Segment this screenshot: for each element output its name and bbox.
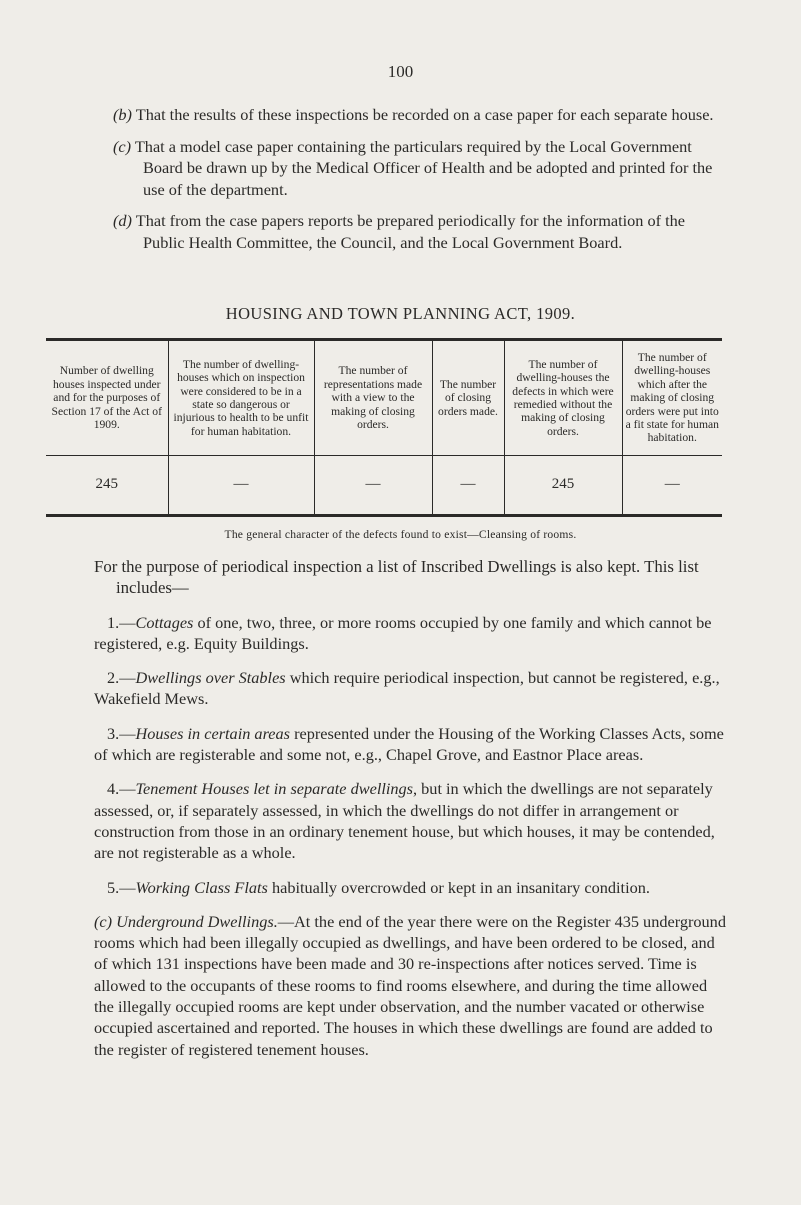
table-cell: — (622, 455, 722, 515)
resolution-marker: (b) (113, 105, 132, 124)
table-header-cell: The number of closing orders made. (432, 340, 504, 456)
paragraph-title: Underground Dwellings. (116, 911, 278, 931)
resolution-list (110, 104, 725, 263)
resolution-item (110, 210, 725, 253)
paragraph-marker: (c) (94, 911, 113, 931)
list-item (94, 612, 726, 655)
item-number: 1.— (107, 612, 136, 632)
list-item (94, 723, 726, 766)
item-number: 2.— (107, 668, 136, 688)
resolution-item (110, 136, 725, 201)
item-title: Tenement Houses let in separate dwellings (135, 779, 414, 799)
item-text: which require periodical inspection, but cannot be registered, e.g., Wakefield Mews. (94, 668, 720, 709)
table-cell: — (314, 455, 432, 515)
item-title: Cottages (135, 612, 194, 632)
table-header-cell: Number of dwelling houses inspected under and for the purposes of Section 17 of the Act of 1909. (46, 340, 168, 456)
intro-paragraph: For the purpose of periodical inspection a list of Inscribed Dwellings is also kept. This list includes— (94, 557, 699, 598)
table-header-cell: The number of dwelling-houses the defects in which were remedied without the making of closing orders. (504, 340, 622, 456)
item-number: 5.— (107, 877, 136, 897)
table-caption: The general character of the defects found to exist—Cleansing of rooms. (224, 528, 577, 541)
table-row (46, 455, 722, 515)
list-item (94, 667, 726, 710)
item-title: Working Class Flats (135, 877, 268, 897)
list-item (94, 778, 726, 863)
resolution-item (110, 104, 725, 126)
item-text: represented under the Housing of the Working Classes Acts, some of which are registerable and some not, e.g., Chapel Grove, and Eastnor Place areas. (94, 723, 724, 765)
item-number: 4.— (107, 779, 136, 799)
table-cell: 245 (95, 476, 118, 493)
section-heading: HOUSING AND TOWN PLANNING ACT, 1909. (225, 304, 576, 323)
table-header-cell: The number of representations made with a view to the making of closing orders. (314, 340, 432, 456)
resolution-marker: (d) (113, 211, 132, 230)
resolution-text: That the results of these inspections be recorded on a case paper for each separate house. (135, 105, 714, 124)
item-text: of one, two, three, or more rooms occupied by one family and which cannot be registered, e.g. Equity Buildings. (94, 612, 712, 653)
body-text (94, 556, 726, 1073)
table-cell: — (168, 455, 314, 515)
paragraph-text: —At the end of the year there were on the Register 435 underground rooms which had been illegally occupied as dwellings, and have been ordered to be closed, and of which 131 inspections have been made and 30 re-inspections after notices served. Time is allowed to the occupants of these rooms to find rooms elsewhere, and during the time allowed the illegally occupied rooms are kept under observation, and the number vacated or otherwise occupied ascertained and reported. The houses in which these dwellings are found are added to the register of registered tenement houses. (94, 911, 726, 1059)
table-cell: — (432, 455, 504, 515)
underground-paragraph (94, 911, 726, 1060)
item-title: Houses in certain areas (135, 723, 291, 743)
item-text: habitually overcrowded or kept in an insanitary condition. (267, 877, 650, 897)
table-header-cell: The number of dwelling-houses which on inspection were considered to be in a state so dangerous or injurious to health to be unfit for human habitation. (168, 340, 314, 456)
resolution-marker: (c) (113, 136, 132, 156)
list-item (94, 877, 726, 898)
table-header-cell: The number of dwelling-houses which after the making of closing orders were put into a fit state for human habitation. (622, 340, 722, 456)
table-header-row (46, 340, 722, 456)
table-cell: 245 (504, 455, 622, 515)
item-text: , but in which the dwellings are not separately assessed, or, if separately assessed, in which the dwellings do not differ in arrangement or construction from those in an ordinary tenement house, but which houses, it may be contended, are not registerable as a whole. (94, 779, 715, 863)
resolution-text: That from the case papers reports be prepared periodically for the information of the Public Health Committee, the Council, and the Local Government Board. (135, 211, 686, 252)
resolution-text: That a model case paper containing the particulars required by the Local Government Board be drawn up by the Medical Officer of Health and be adopted and printed for the use of the department. (134, 136, 713, 199)
item-number: 3.— (107, 723, 136, 743)
item-title: Dwellings over Stables (135, 668, 286, 688)
housing-statistics-table (46, 338, 722, 517)
page-number: 100 (387, 62, 414, 81)
